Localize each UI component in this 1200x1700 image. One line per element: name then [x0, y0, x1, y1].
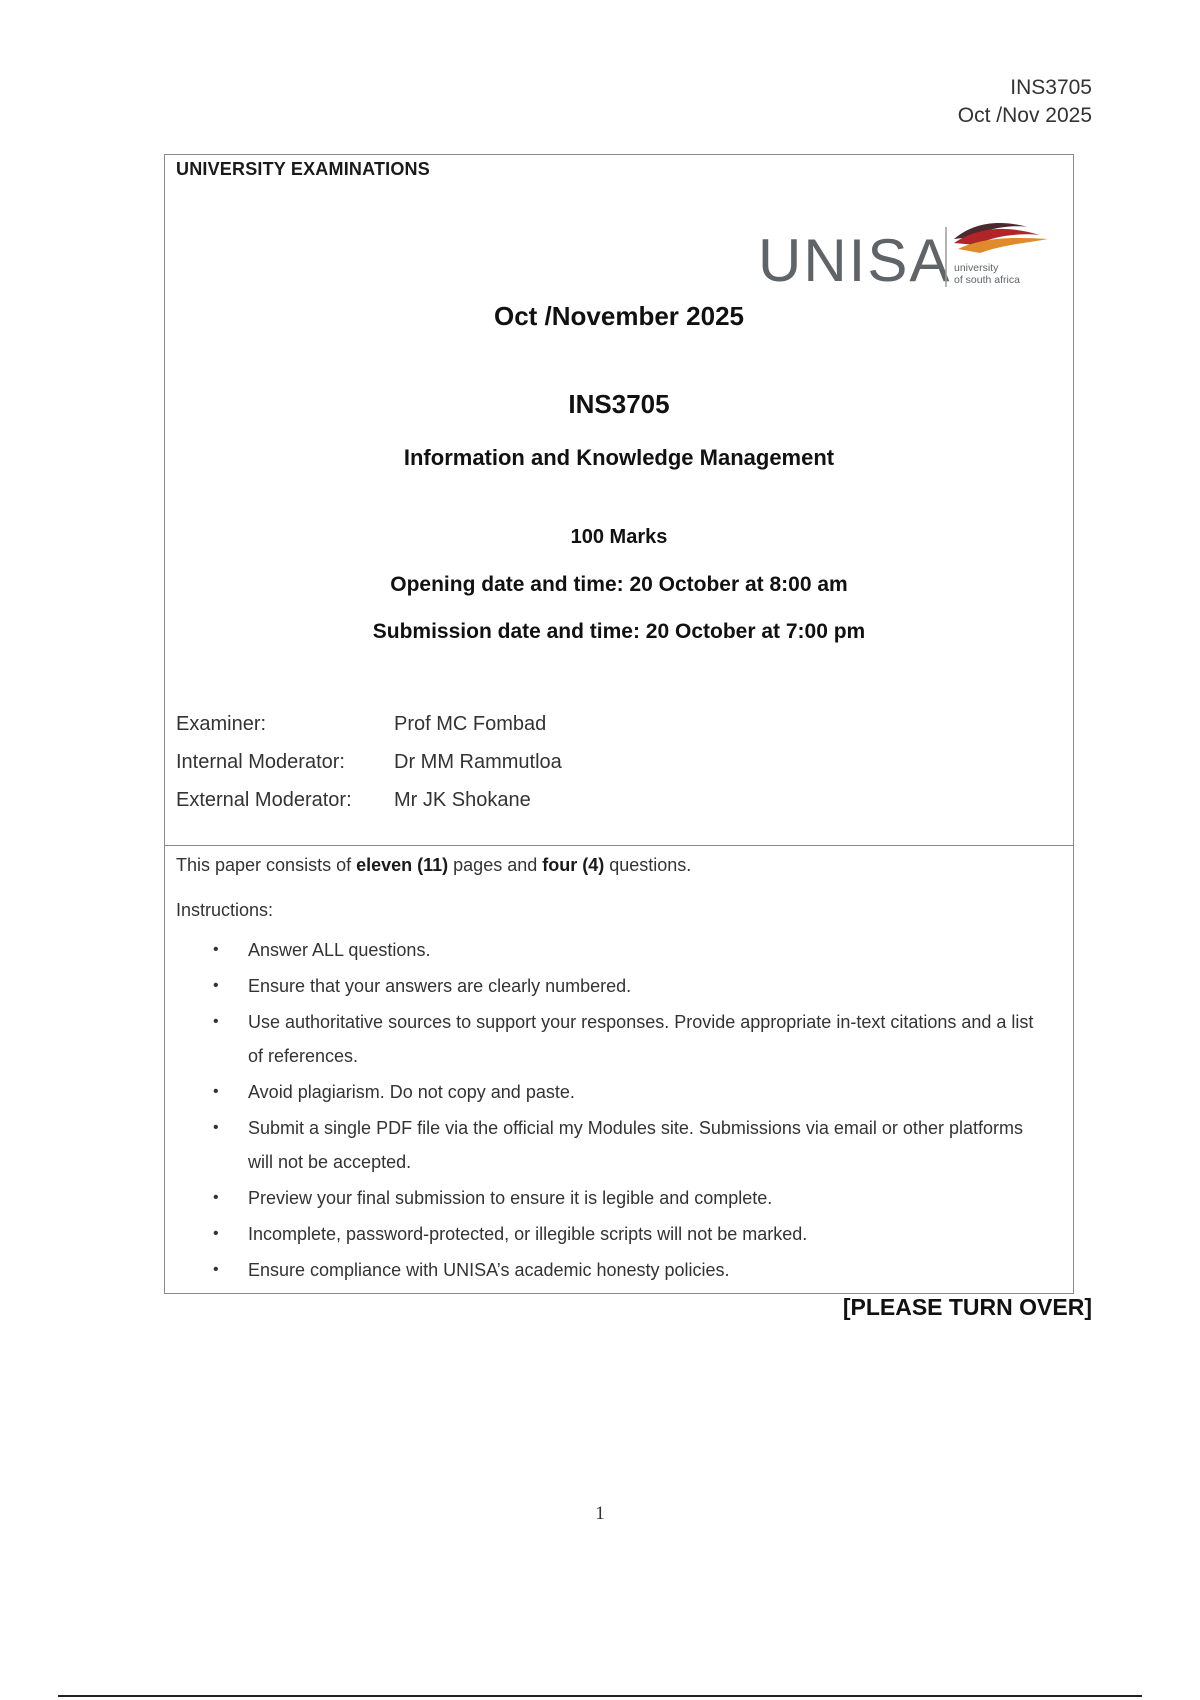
instruction-item: [165, 1181, 1045, 1215]
bullet-icon: •: [213, 1013, 219, 1030]
staff-name: Dr MM Rammutloa: [394, 751, 562, 773]
instruction-text: Incomplete, password-protected, or illegible scripts will not be marked.: [248, 1224, 808, 1244]
staff-row-examiner: [176, 705, 562, 743]
instruction-item: [165, 969, 1045, 1003]
instruction-item: [165, 1111, 1045, 1179]
bullet-icon: •: [213, 977, 219, 994]
staff-row-internal-moderator: [176, 743, 562, 781]
instruction-text: Avoid plagiarism. Do not copy and paste.: [248, 1082, 575, 1102]
instruction-text: Answer ALL questions.: [248, 940, 431, 960]
staff-role: Internal Moderator:: [176, 751, 345, 773]
exam-term: Oct /November 2025: [493, 301, 744, 331]
exam-label: UNIVERSITY EXAMINATIONS: [176, 159, 430, 179]
staff-role: Examiner:: [176, 713, 267, 735]
header-period: Oct /Nov 2025: [957, 104, 1092, 127]
bullet-icon: •: [213, 1261, 219, 1278]
pages-count: eleven (11): [356, 855, 449, 875]
staff-name: Prof MC Fombad: [394, 713, 547, 735]
instruction-text: Use authoritative sources to support your responses. Provide appropriate in-text citations and a list of references.: [248, 1012, 1034, 1066]
header-module-code: INS3705: [1010, 76, 1092, 99]
instruction-text: Preview your final submission to ensure it is legible and complete.: [248, 1188, 773, 1208]
cover-box: [164, 154, 1074, 1294]
opening-date: Opening date and time: 20 October at 8:00 am: [390, 573, 848, 596]
bullet-icon: •: [213, 1119, 219, 1136]
paper-info: [176, 850, 691, 880]
staff-list: [176, 705, 562, 819]
instruction-item: [165, 933, 1045, 967]
footer-rule: [58, 1695, 1142, 1697]
logo-tagline-line2: of south africa: [954, 274, 1020, 286]
instructions-title: Instructions:: [176, 900, 274, 920]
staff-name: Mr JK Shokane: [394, 789, 531, 811]
module-code: INS3705: [568, 389, 670, 419]
instruction-item: [165, 1217, 1045, 1251]
questions-count: four (4): [542, 855, 605, 875]
logo-wordmark: UNISA: [758, 227, 952, 293]
staff-row-external-moderator: [176, 781, 562, 819]
staff-role: External Moderator:: [176, 789, 352, 811]
instruction-text: Ensure compliance with UNISA’s academic honesty policies.: [248, 1260, 730, 1280]
turn-over-notice: [PLEASE TURN OVER]: [842, 1294, 1092, 1320]
instruction-item: [165, 1253, 1045, 1287]
bullet-icon: •: [213, 941, 219, 958]
running-header: [958, 74, 1092, 130]
instruction-item: [165, 1075, 1045, 1109]
paper-info-prefix: This paper consists of: [176, 855, 357, 875]
instruction-text: Ensure that your answers are clearly numbered.: [248, 976, 632, 996]
module-name: Information and Knowledge Management: [403, 445, 835, 470]
paper-info-suffix: questions.: [604, 855, 692, 875]
bullet-icon: •: [213, 1225, 219, 1242]
unisa-logo: [758, 213, 1062, 293]
instruction-text: Submit a single PDF file via the official my Modules site. Submissions via email or other platforms will not be accepted.: [248, 1118, 1023, 1172]
total-marks: 100 Marks: [570, 526, 668, 548]
instructions-list: [165, 933, 1045, 1289]
paper-info-middle: pages and: [448, 855, 543, 875]
bullet-icon: •: [213, 1189, 219, 1206]
logo-tagline-line1: university: [954, 262, 999, 274]
submission-date: Submission date and time: 20 October at 7:00 pm: [372, 620, 866, 643]
page-number: 1: [595, 1503, 605, 1524]
section-divider: [165, 845, 1073, 846]
instruction-item: [165, 1005, 1045, 1073]
bullet-icon: •: [213, 1083, 219, 1100]
